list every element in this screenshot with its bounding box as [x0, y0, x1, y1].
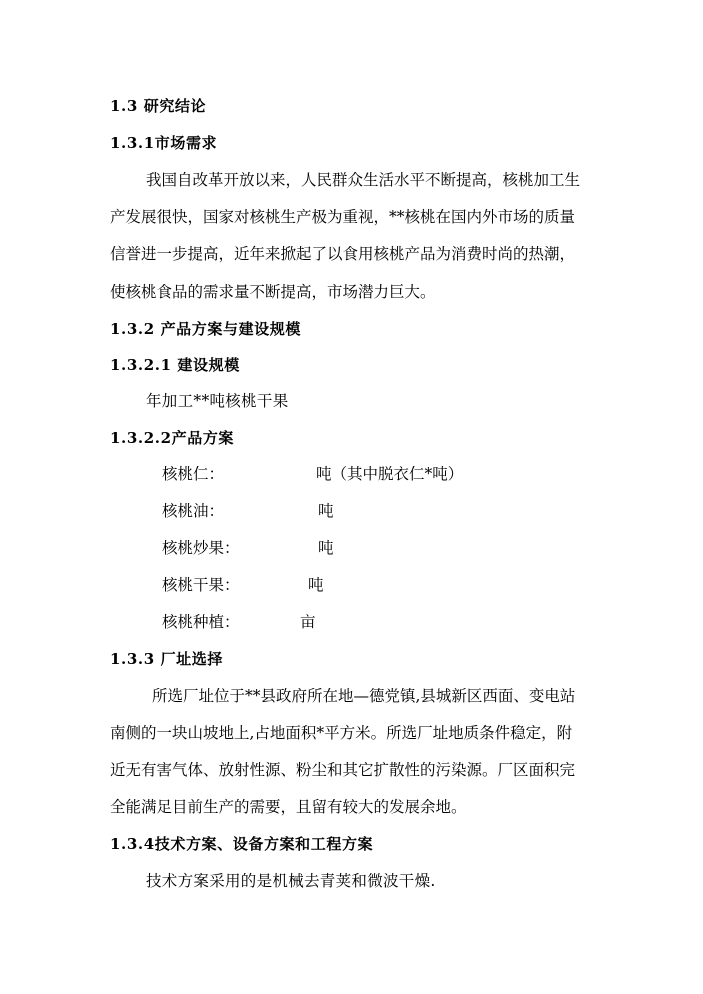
paragraph-market-line-2: 产发展很快，国家对核桃生产极为重视，**核桃在国内外市场的质量 — [110, 208, 576, 226]
product-unit: 亩 — [300, 613, 316, 631]
tech-plan-text: 技术方案采用的是机械去青荚和微波干燥. — [146, 872, 436, 890]
product-name: 核桃炒果： — [162, 539, 240, 557]
product-unit: 吨（其中脱衣仁*吨） — [316, 465, 464, 483]
heading-1-3-4: 1.3.4技术方案、设备方案和工程方案 — [110, 835, 374, 853]
paragraph-market-line-3: 信誉进一步提高，近年来掀起了以食用核桃产品为消费时尚的热潮， — [110, 245, 576, 263]
heading-1-3: 1.3 研究结论 — [110, 97, 207, 115]
paragraph-site-line-4: 全能满足目前生产的需要，且留有较大的发展余地。 — [110, 798, 467, 816]
product-name: 核桃干果： — [162, 576, 240, 594]
heading-1-3-2: 1.3.2 产品方案与建设规模 — [110, 320, 301, 338]
product-unit: 吨 — [318, 502, 334, 520]
heading-1-3-1: 1.3.1市场需求 — [110, 134, 218, 152]
paragraph-market-line-1: 我国自改革开放以来，人民群众生活水平不断提高，核桃加工生 — [146, 171, 581, 189]
heading-1-3-2-2: 1.3.2.2产品方案 — [110, 429, 235, 447]
paragraph-site-line-1: 所选厂址位于**县政府所在地—德党镇,县城新区西面、变电站 — [152, 687, 576, 705]
product-name: 核桃种植： — [162, 613, 240, 631]
paragraph-market-line-4: 使核桃食品的需求量不断提高，市场潜力巨大。 — [110, 283, 436, 301]
heading-1-3-3: 1.3.3 厂址选择 — [110, 650, 223, 668]
paragraph-site-line-3: 近无有害气体、放射性源、粉尘和其它扩散性的污染源。厂区面积完 — [110, 761, 576, 779]
product-unit: 吨 — [318, 539, 334, 557]
paragraph-site-line-2: 南侧的一块山坡地上,占地面积*平方米。所选厂址地质条件稳定，附 — [110, 724, 573, 742]
heading-1-3-2-1: 1.3.2.1 建设规模 — [110, 356, 240, 374]
product-name: 核桃仁： — [162, 465, 225, 483]
product-name: 核桃油： — [162, 502, 225, 520]
construction-scale-text: 年加工**吨核桃干果 — [146, 392, 289, 410]
product-unit: 吨 — [308, 576, 324, 594]
